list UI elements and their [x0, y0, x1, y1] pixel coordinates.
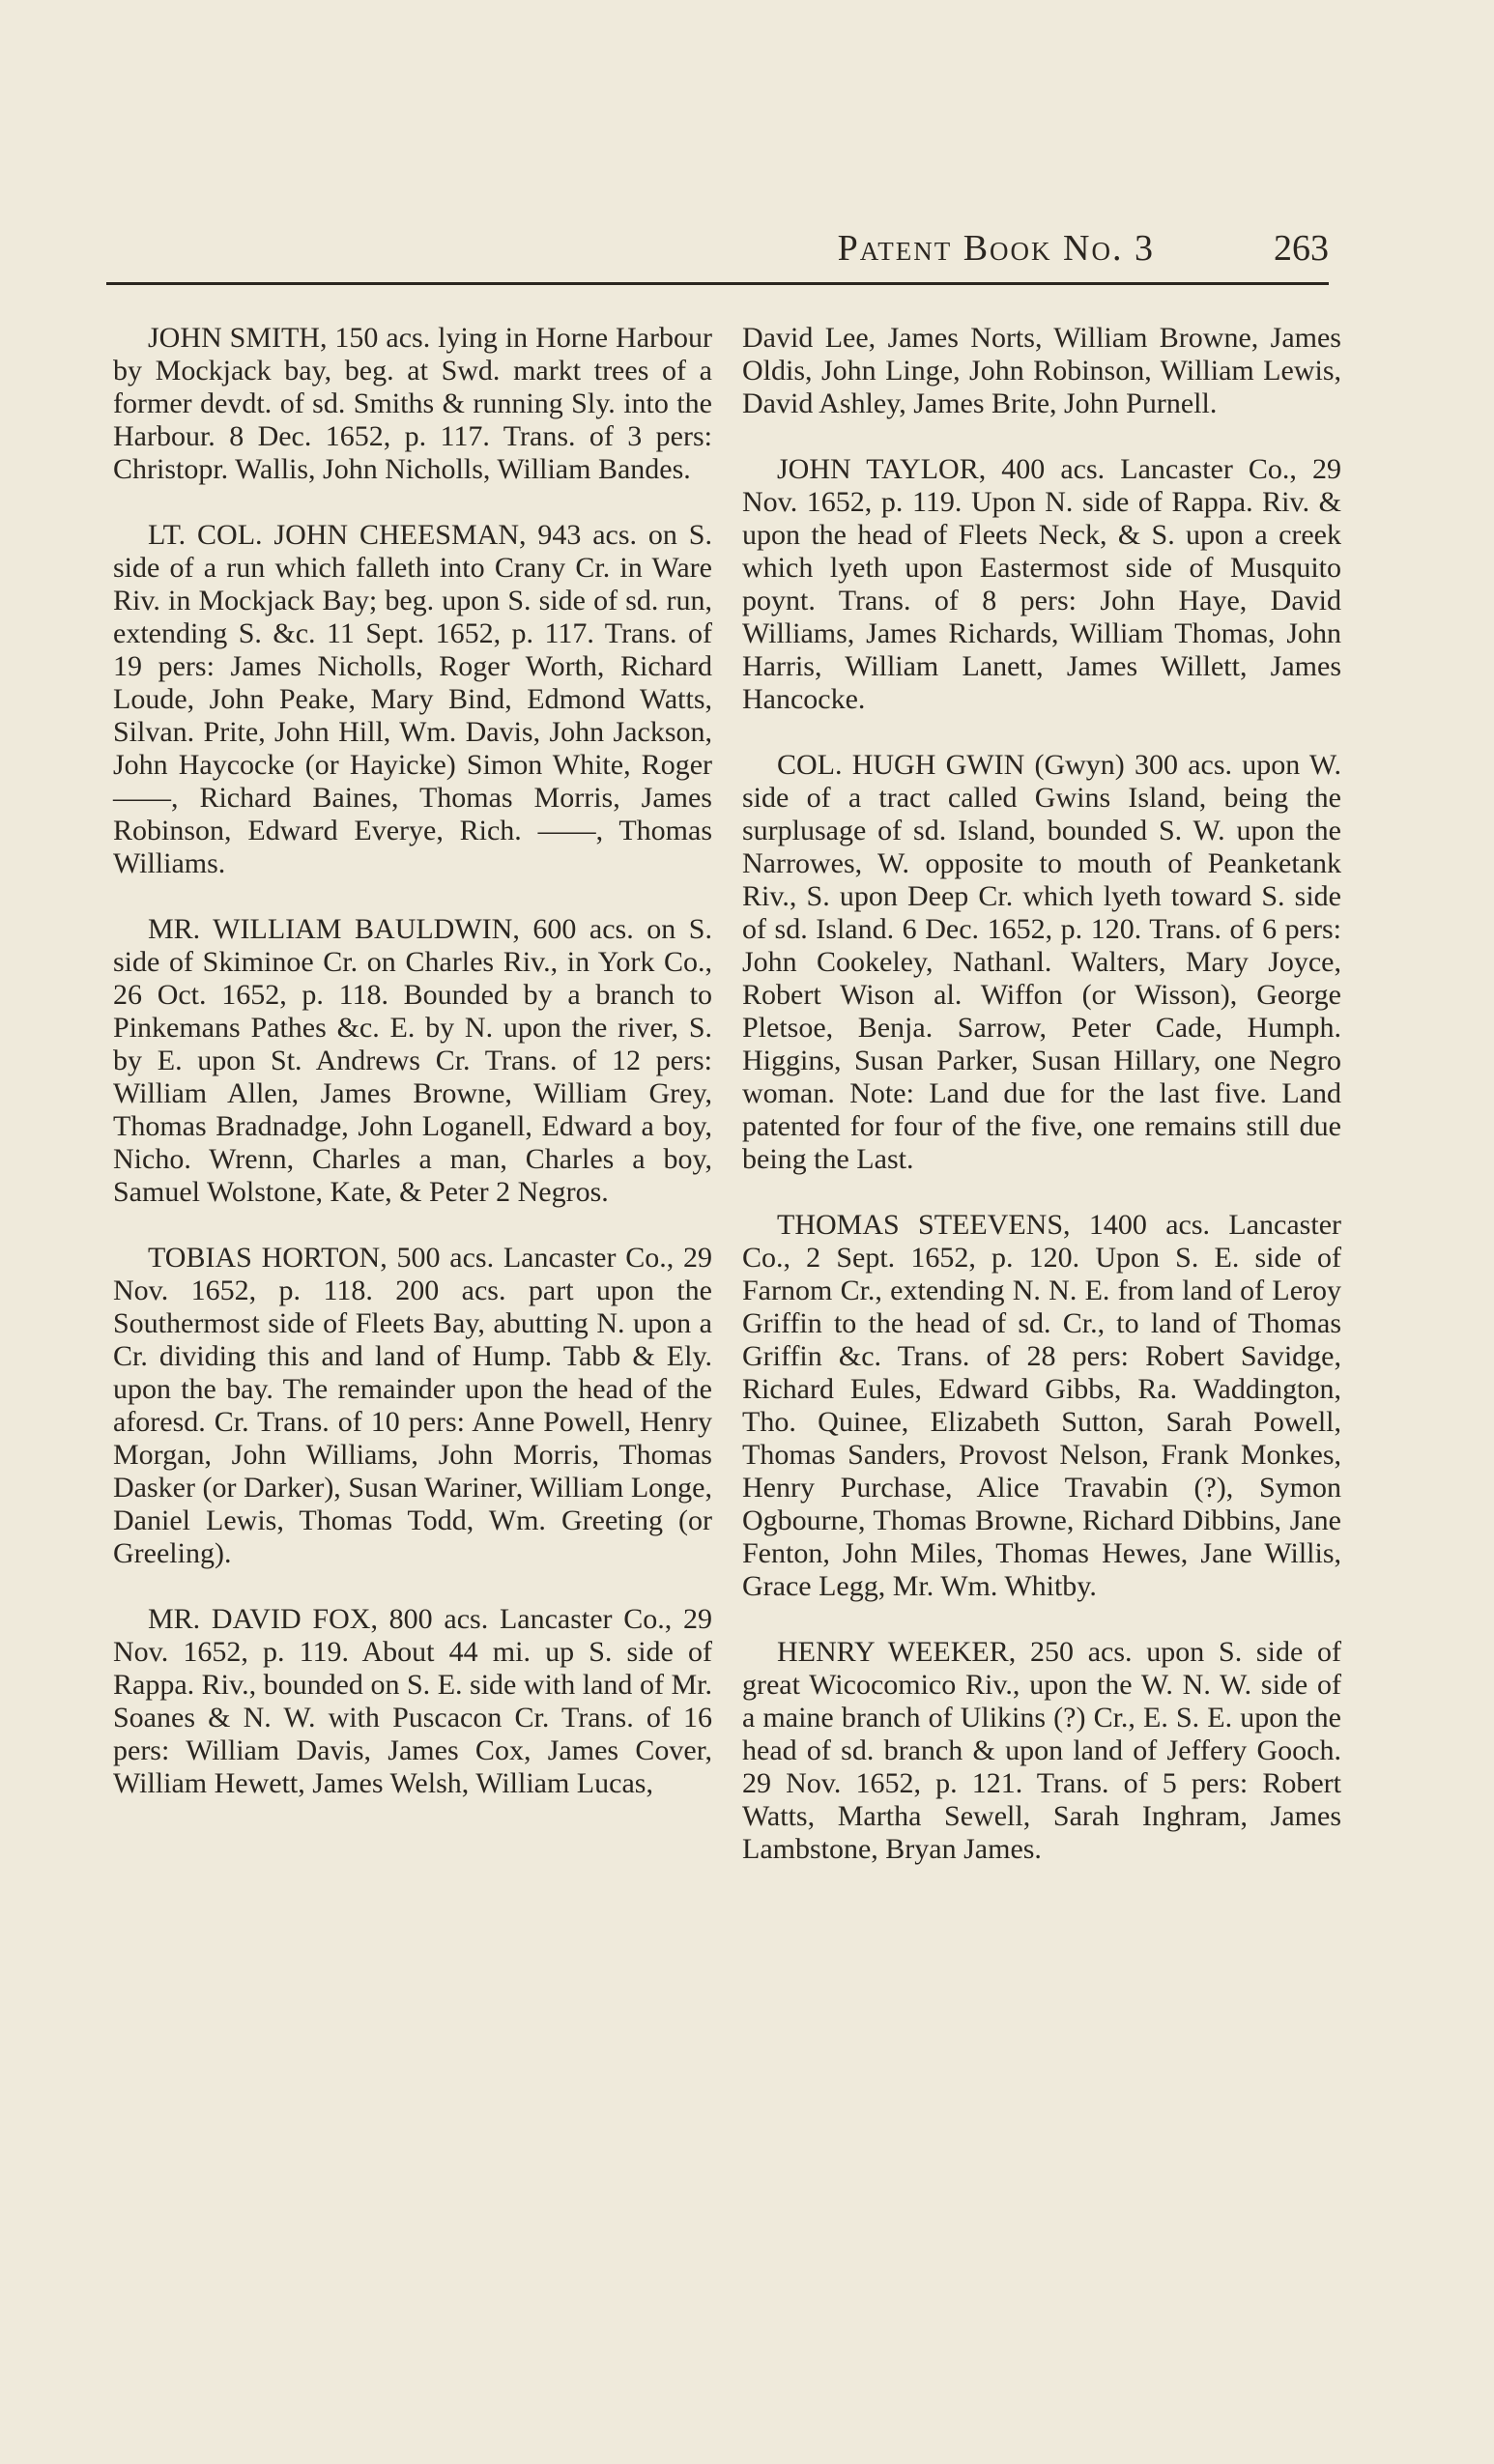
entry-john-cheesman: LT. COL. JOHN CHEESMAN, 943 acs. on S. side of a run which falleth into Crany Cr. in Ware Riv. in Mockjack Bay; beg. upon S. side of sd. run, extending S. &c. 11 Sept. 1652, p. 117. Trans. of 19 pers: James Nicholls, Roger Worth, Richard Loude, John Peake, Mary Bind, Edmond Watts, Silvan. Prite, John Hill, Wm. Davis, John Jackson, John Haycocke (or Hayicke) Simon White, Roger ——, Richard Baines, Thomas Morris, James Robinson, Edward Everye, Rich. ——, Thomas Williams. — [113, 519, 712, 879]
page-number: 263 — [1274, 228, 1329, 269]
entry-john-smith: JOHN SMITH, 150 acs. lying in Horne Harbour by Mockjack bay, beg. at Swd. markt trees of a former devdt. of sd. Smiths & running Sly. into the Harbour. 8 Dec. 1652, p. 117. Trans. of 3 pers: Christopr. Wallis, John Nicholls, William Bandes. — [113, 322, 712, 485]
entry-david-fox: MR. DAVID FOX, 800 acs. Lancaster Co., 29 Nov. 1652, p. 119. About 44 mi. up S. side of Rappa. Riv., bounded on S. E. side with land of Mr. Soanes & N. W. with Puscacon Cr. Trans. of 16 pers: William Davis, James Cox, James Cover, William Hewett, James Welsh, William Lucas, — [113, 1603, 712, 1799]
entry-tobias-horton: TOBIAS HORTON, 500 acs. Lancaster Co., 29 Nov. 1652, p. 118. 200 acs. part upon the Southermost side of Fleets Bay, abutting N. upon a Cr. dividing this and land of Hump. Tabb & Ely. upon the bay. The remainder upon the head of the aforesd. Cr. Trans. of 10 pers: Anne Powell, Henry Morgan, John Williams, John Morris, Thomas Dasker (or Darker), Susan Wariner, William Longe, Daniel Lewis, Thomas Todd, Wm. Greeting (or Greeling). — [113, 1242, 712, 1569]
running-title: Patent Book No. 3 — [837, 228, 1155, 269]
right-column — [742, 322, 1341, 1899]
entry-david-fox-continued: David Lee, James Norts, William Browne, James Oldis, John Linge, John Robinson, William Lewis, David Ashley, James Brite, John Purnell. — [742, 322, 1341, 419]
entry-william-bauldwin: MR. WILLIAM BAULDWIN, 600 acs. on S. side of Skiminoe Cr. on Charles Riv., in York Co., 26 Oct. 1652, p. 118. Bounded by a branch to Pinkemans Pathes &c. E. by N. upon the river, S. by E. upon St. Andrews Cr. Trans. of 12 pers: William Allen, James Browne, William Grey, Thomas Bradnadge, John Loganell, Edward a boy, Nicho. Wrenn, Charles a man, Charles a boy, Samuel Wolstone, Kate, & Peter 2 Negros. — [113, 913, 712, 1208]
entry-hugh-gwin: COL. HUGH GWIN (Gwyn) 300 acs. upon W. side of a tract called Gwins Island, being the surplusage of sd. Island, bounded S. W. upon the Narrowes, W. opposite to mouth of Peanketank Riv., S. upon Deep Cr. which lyeth toward S. side of sd. Island. 6 Dec. 1652, p. 120. Trans. of 6 pers: John Cookeley, Nathanl. Walters, Mary Joyce, Robert Wison al. Wiffon (or Wisson), George Pletsoe, Benja. Sarrow, Peter Cade, Humph. Higgins, Susan Parker, Susan Hillary, one Negro woman. Note: Land due for the last five. Land patented for four of the five, one remains still due being the Last. — [742, 749, 1341, 1175]
entry-john-taylor: JOHN TAYLOR, 400 acs. Lancaster Co., 29 Nov. 1652, p. 119. Upon N. side of Rappa. Riv. & upon the head of Fleets Neck, & S. upon a creek which lyeth upon Eastermost side of Musquito poynt. Trans. of 8 pers: John Haye, David Williams, James Richards, William Thomas, John Harris, William Lanett, James Willett, James Hancocke. — [742, 453, 1341, 715]
left-column — [113, 322, 712, 1833]
page-header — [106, 224, 1329, 285]
entry-thomas-steevens: THOMAS STEEVENS, 1400 acs. Lancaster Co., 2 Sept. 1652, p. 120. Upon S. E. side of Farnom Cr., extending N. N. E. from land of Leroy Griffin to the head of sd. Cr., to land of Thomas Griffin &c. Trans. of 28 pers: Robert Savidge, Richard Eules, Edward Gibbs, Ra. Waddington, Tho. Quinee, Elizabeth Sutton, Sarah Powell, Thomas Sanders, Provost Nelson, Frank Monkes, Henry Purchase, Alice Travabin (?), Symon Ogbourne, Thomas Browne, Richard Dibbins, Jane Fenton, John Miles, Thomas Hewes, Jane Willis, Grace Legg, Mr. Wm. Whitby. — [742, 1209, 1341, 1602]
entry-henry-weeker: HENRY WEEKER, 250 acs. upon S. side of great Wicocomico Riv., upon the W. N. W. side of a maine branch of Ulikins (?) Cr., E. S. E. upon the head of sd. branch & upon land of Jeffery Gooch. 29 Nov. 1652, p. 121. Trans. of 5 pers: Robert Watts, Martha Sewell, Sarah Inghram, James Lambstone, Bryan James. — [742, 1636, 1341, 1865]
